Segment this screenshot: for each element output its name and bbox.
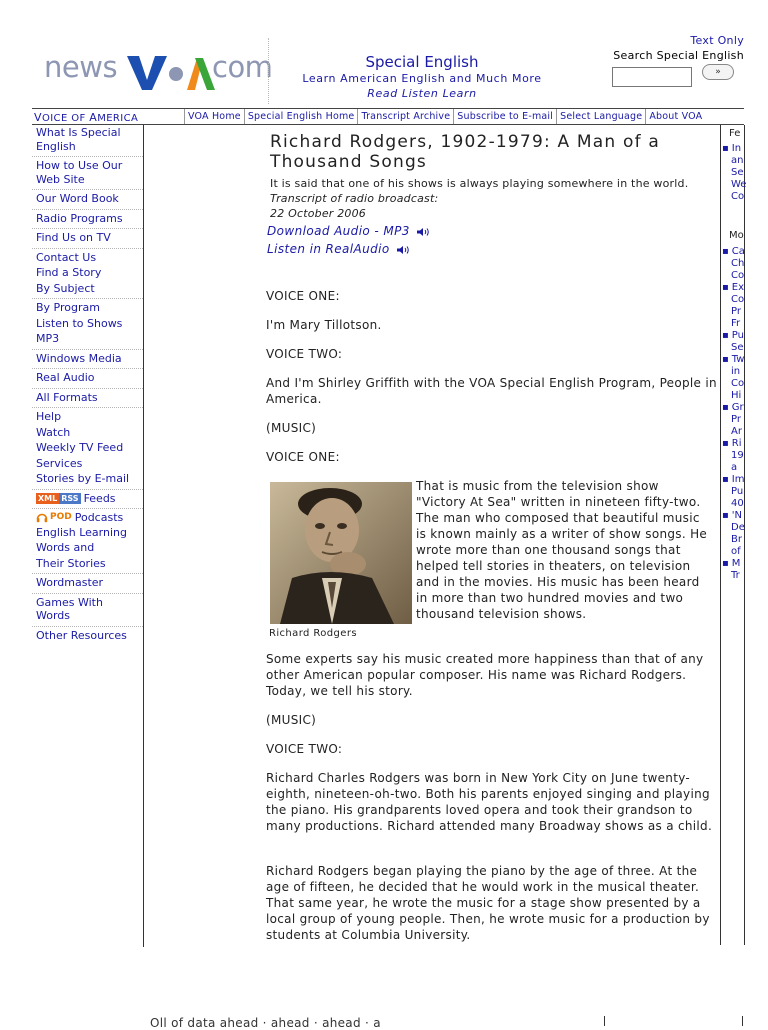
more-item-text: Pr: [731, 414, 741, 425]
brand-merica: MERICA: [97, 113, 139, 124]
music-cue: (MUSIC): [266, 421, 317, 435]
paragraph-born: Richard Charles Rodgers was born in New York City on June twenty-eighth, nineteen-oh-two. Both his parents enjoyed singing and playing the piano. His grandparents loved opera and took their grandson to many productions. Richard attended many Broadway shows as a child.: [266, 771, 713, 833]
more-item-text: Gr: [731, 402, 744, 413]
headphones-icon: [36, 511, 48, 523]
more-item-5-line-0[interactable]: [722, 438, 744, 450]
search-go-button[interactable]: »: [702, 64, 734, 80]
bottom-rule-right: [742, 1016, 743, 1026]
more-item-0-line-0[interactable]: [722, 246, 744, 258]
sidebar-item-wordmaster[interactable]: Wordmaster: [32, 575, 143, 594]
nav-links: [184, 109, 705, 124]
brand-v: V: [34, 111, 42, 124]
more-item-1-line-0[interactable]: [722, 282, 744, 294]
more-item-5-line-2[interactable]: [722, 462, 744, 474]
bullet-icon: ▪: [722, 558, 729, 569]
pod-badge-text: POD: [50, 512, 72, 522]
download-mp3-link[interactable]: [267, 224, 430, 238]
bullet-icon: ▪: [722, 402, 729, 413]
more-item-text: Pu: [731, 486, 744, 497]
voice-one-label-2: VOICE ONE:: [266, 450, 340, 464]
more-item-3-line-0[interactable]: [722, 354, 744, 366]
more-item-3-line-1[interactable]: [722, 366, 744, 378]
sidebar-item-word-book[interactable]: Our Word Book: [32, 191, 143, 210]
sidebar-item-all-formats[interactable]: All Formats: [32, 390, 143, 409]
sidebar-item-by-program[interactable]: By Program: [36, 301, 100, 314]
transcript-label: Transcript of radio broadcast:: [270, 192, 439, 205]
sidebar-item-other-resources[interactable]: Other Resources: [36, 628, 127, 642]
more-item-5-line-1[interactable]: [722, 450, 744, 462]
article-title: Richard Rodgers, 1902-1979: A Man of a Thousand Songs: [270, 132, 660, 172]
more-item-7-line-2[interactable]: [722, 534, 744, 546]
listen-realaudio-link[interactable]: [267, 242, 410, 256]
voa-logo-mark-icon: [127, 50, 217, 92]
listen-realaudio-label: Listen in RealAudio: [267, 242, 390, 256]
featured-item-0-line-3[interactable]: [722, 179, 747, 191]
more-item-text: Ex: [731, 282, 745, 293]
featured-item-text: Se: [731, 167, 744, 178]
more-item-text: Se: [731, 342, 744, 353]
nav-special-english-home[interactable]: Special English Home: [244, 109, 358, 124]
more-item-text: Co: [731, 270, 745, 281]
music-cue-2: (MUSIC): [266, 713, 317, 727]
sidebar-item-their-stories[interactable]: Their Stories: [32, 556, 143, 575]
bullet-icon: ▪: [722, 330, 729, 341]
xml-badge-icon: XML: [38, 493, 58, 503]
more-item-4-line-0[interactable]: [722, 402, 744, 414]
nav-subscribe-email[interactable]: Subscribe to E-mail: [453, 109, 556, 124]
sidebar-item-weekly-tv-feed[interactable]: Weekly TV Feed: [36, 441, 124, 454]
more-item-7-line-0[interactable]: [722, 510, 744, 522]
sidebar-item-games-with-words[interactable]: Games With Words: [32, 595, 143, 627]
podcasts-label: Podcasts: [74, 510, 124, 524]
richard-rodgers-photo: [270, 482, 412, 624]
more-item-3-line-3[interactable]: [722, 390, 744, 402]
more-item-4-line-2[interactable]: [722, 426, 744, 438]
logo-news-text: news: [44, 50, 118, 84]
more-item-text: Tw: [731, 354, 745, 365]
more-item-7-line-1[interactable]: [722, 522, 744, 534]
paragraph-intro-shirley: And I'm Shirley Griffith with the VOA Special English Program, People in America.: [266, 376, 717, 406]
more-item-8-line-1[interactable]: [722, 570, 744, 582]
more-item-text: in: [731, 366, 741, 377]
article-lead-text: It is said that one of his shows is always playing somewhere in the world.: [270, 177, 689, 190]
sidebar-item-windows-media[interactable]: Windows Media: [32, 351, 143, 370]
voice-two-label: VOICE TWO:: [266, 347, 343, 361]
more-item-8-line-0[interactable]: [722, 558, 744, 570]
more-item-text: 19: [731, 450, 744, 461]
more-item-text: Hi: [731, 390, 742, 401]
voice-two-label-2: VOICE TWO:: [266, 742, 343, 756]
featured-item-text: an: [731, 155, 744, 166]
speaker-icon: [396, 245, 410, 255]
more-item-3-line-2[interactable]: [722, 378, 744, 390]
top-nav-bar: [32, 108, 744, 125]
more-item-1-line-2[interactable]: [722, 306, 744, 318]
more-item-2-line-0[interactable]: [722, 330, 744, 342]
sidebar-heading-listen: Listen to Shows: [36, 316, 123, 330]
featured-item-text: We: [731, 179, 747, 190]
bullet-icon: ▪: [722, 474, 729, 485]
more-item-text: Ar: [731, 426, 742, 437]
sidebar-heading-watch: Watch: [36, 425, 71, 439]
brand-oice: OICE OF: [41, 113, 90, 124]
bullet-icon: ▪: [722, 354, 729, 365]
logo-com-text: com: [212, 50, 273, 84]
more-item-6-line-1[interactable]: [722, 486, 744, 498]
featured-item-0-line-1[interactable]: [722, 155, 744, 167]
more-item-0-line-2[interactable]: [722, 270, 744, 282]
paragraph-piano: Richard Rodgers began playing the piano by the age of three. At the age of fifteen, he decided that he would work in the musical theater. That same year, he wrote the music for a stage show presented by a local group of young people. Then, he wrote music for a production by students at Columbia University.: [266, 864, 710, 942]
more-item-1-line-1[interactable]: [722, 294, 744, 306]
more-item-6-line-0[interactable]: [722, 474, 744, 486]
more-item-text: M: [731, 558, 741, 569]
more-item-text: Co: [731, 378, 745, 389]
more-item-text: Ri: [731, 438, 742, 449]
more-item-text: Ca: [731, 246, 745, 257]
sidebar-item-feeds[interactable]: [32, 491, 143, 509]
sidebar-heading-english-learning: English Learning: [36, 525, 127, 539]
featured-item-0-line-4[interactable]: [722, 191, 744, 203]
more-item-text: Br: [731, 534, 742, 545]
text-only-link[interactable]: Text Only: [690, 34, 744, 47]
sidebar-item-what-is-special-english[interactable]: What Is Special English: [32, 125, 143, 157]
sidebar-item-mp3[interactable]: MP3: [32, 331, 143, 350]
sidebar-heading-services: Services: [36, 456, 83, 470]
brand-a: A: [89, 111, 98, 124]
special-english-title[interactable]: Special English: [365, 53, 479, 71]
more-item-text: a: [731, 462, 738, 473]
featured-list: [722, 143, 747, 203]
more-item-text: Pu: [731, 330, 744, 341]
bottom-cut-text: Oll of data ahead · ahead · ahead · a: [150, 1016, 381, 1030]
article-lead: [270, 176, 690, 221]
more-list: [722, 246, 744, 582]
sidebar-item-radio-programs[interactable]: Radio Programs: [32, 211, 143, 230]
sidebar-heading-find-story: Find a Story: [36, 266, 102, 279]
more-item-text: of: [731, 546, 741, 557]
sidebar-item-contact-us[interactable]: Contact Us: [36, 250, 97, 264]
left-sidebar: [32, 125, 144, 947]
header-divider: [268, 38, 269, 104]
more-item-text: 40: [731, 498, 744, 509]
featured-item-0-line-2[interactable]: [722, 167, 744, 179]
nav-voa-home[interactable]: VOA Home: [184, 109, 244, 124]
more-item-1-line-3[interactable]: [722, 318, 744, 330]
newsvoa-logo[interactable]: [44, 50, 273, 90]
featured-item-text: In: [731, 143, 742, 154]
paragraph-experts: Some experts say his music created more happiness than that of any other American popular composer. His name was Richard Rodgers. Today, we tell his story.: [266, 652, 704, 698]
more-heading: Mo: [729, 230, 744, 241]
search-label: Search Special English: [613, 49, 744, 62]
sidebar-item-real-audio[interactable]: Real Audio: [32, 370, 143, 389]
more-item-text: Co: [731, 294, 745, 305]
special-english-tagline: Read Listen Learn: [367, 87, 477, 100]
sidebar-item-help[interactable]: Help: [36, 410, 62, 423]
sidebar-item-how-to-use[interactable]: How to Use Our Web Site: [32, 158, 143, 190]
more-item-text: 'N: [731, 510, 743, 521]
more-item-4-line-1[interactable]: [722, 414, 744, 426]
more-item-text: De: [731, 522, 745, 533]
sidebar-item-podcasts[interactable]: [32, 510, 143, 525]
more-item-6-line-2[interactable]: [722, 498, 744, 510]
sidebar-item-by-subject[interactable]: By Subject: [32, 281, 143, 300]
sidebar-item-words-and[interactable]: Words and: [36, 541, 95, 554]
more-item-text: Ch: [731, 258, 745, 269]
speaker-icon: [416, 227, 430, 237]
featured-item-0-line-0[interactable]: [722, 143, 744, 155]
broadcast-date: 22 October 2006: [270, 207, 367, 220]
voice-of-america-link[interactable]: [34, 111, 138, 124]
bullet-icon: ▪: [722, 510, 729, 521]
paragraph-victory-at-sea: That is music from the television show "Victory At Sea" written in nineteen fifty-two. The man who composed that beautiful music is known mainly as a writer of show songs. He wrote more than one thousand songs that helped tell stories in theaters, on television and in the movies. His music has been heard in more than two hundred movies and two thousand television shows.: [416, 479, 708, 621]
bullet-icon: ▪: [722, 143, 729, 154]
download-mp3-label: Download Audio - MP3: [267, 224, 410, 238]
search-input[interactable]: [612, 67, 692, 87]
bullet-icon: ▪: [722, 282, 729, 293]
special-english-subtitle: Learn American English and Much More: [302, 72, 542, 85]
sidebar-item-stories-email[interactable]: Stories by E-mail: [32, 471, 143, 490]
more-item-text: Fr: [731, 318, 741, 329]
more-item-2-line-1[interactable]: [722, 342, 744, 354]
rss-badge-icon: RSS: [61, 493, 79, 503]
bullet-icon: ▪: [722, 438, 729, 449]
featured-item-text: Co: [731, 191, 745, 202]
paragraph-intro-mary: I'm Mary Tillotson.: [266, 318, 382, 332]
more-item-text: Pr: [731, 306, 741, 317]
more-item-text: Tr: [731, 570, 740, 581]
more-item-7-line-3[interactable]: [722, 546, 744, 558]
more-item-0-line-1[interactable]: [722, 258, 744, 270]
bullet-icon: ▪: [722, 246, 729, 257]
feeds-label: Feeds: [83, 491, 116, 505]
nav-about-voa[interactable]: About VOA: [645, 109, 705, 124]
nav-select-language[interactable]: Select Language: [556, 109, 645, 124]
bottom-rule-left: [604, 1016, 605, 1026]
nav-transcript-archive[interactable]: Transcript Archive: [357, 109, 453, 124]
more-item-text: Im: [731, 474, 745, 485]
photo-caption: Richard Rodgers: [269, 628, 357, 639]
sidebar-item-find-us-tv[interactable]: Find Us on TV: [32, 230, 143, 249]
featured-heading: Fe: [729, 128, 741, 139]
voice-one-label: VOICE ONE:: [266, 289, 340, 303]
